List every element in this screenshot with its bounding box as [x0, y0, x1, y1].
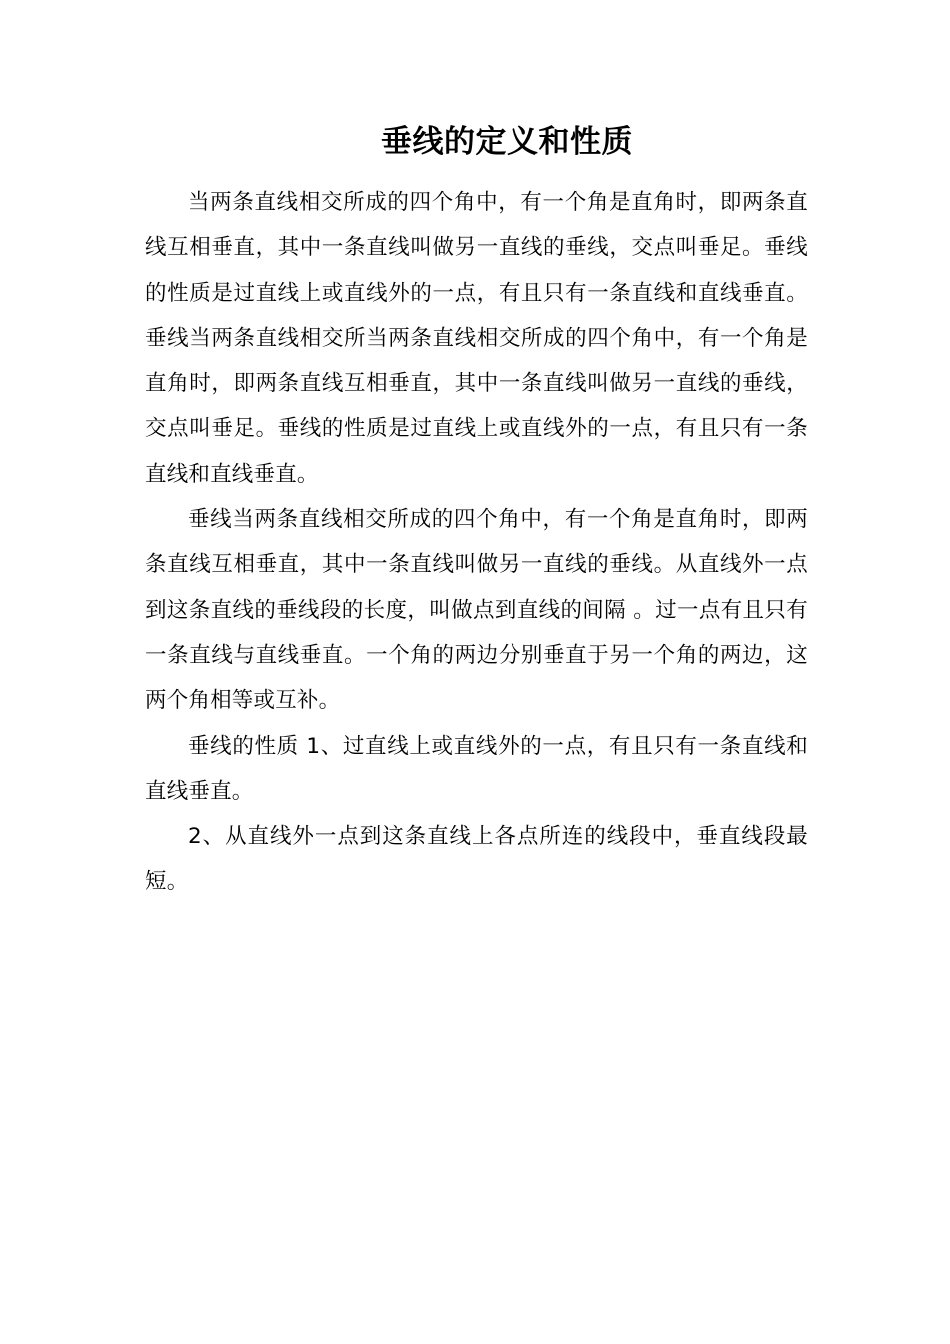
paragraph-2: 垂线当两条直线相交所成的四个角中，有一个角是直角时，即两条直线互相垂直，其中一条直线叫做另一直线的垂线。从直线外一点到这条直线的垂线段的长度，叫做点到直线的间隔 。过一点有且只有一条直线与直线垂直。一个角的两边分别垂直于另一个角的两边，这两个角相等或互补。 — [145, 507, 808, 714]
paragraph-4: 2、从直线外一点到这条直线上各点所连的线段中，垂直线段最短。 — [145, 824, 808, 895]
document-body — [145, 180, 808, 905]
paragraph-1: 当两条直线相交所成的四个角中，有一个角是直角时，即两条直线互相垂直，其中一条直线叫做另一直线的垂线，交点叫垂足。垂线的性质是过直线上或直线外的一点，有且只有一条直线和直线垂直。垂线当两条直线相交所当两条直线相交所成的四个角中，有一个角是直角时，即两条直线互相垂直，其中一条直线叫做另一直线的垂线，交点叫垂足。垂线的性质是过直线上或直线外的一点，有且只有一条直线和直线垂直。 — [145, 190, 808, 487]
paragraph-3: 垂线的性质 1、过直线上或直线外的一点，有且只有一条直线和直线垂直。 — [145, 733, 808, 804]
document-title: 垂线的定义和性质 — [381, 124, 633, 160]
